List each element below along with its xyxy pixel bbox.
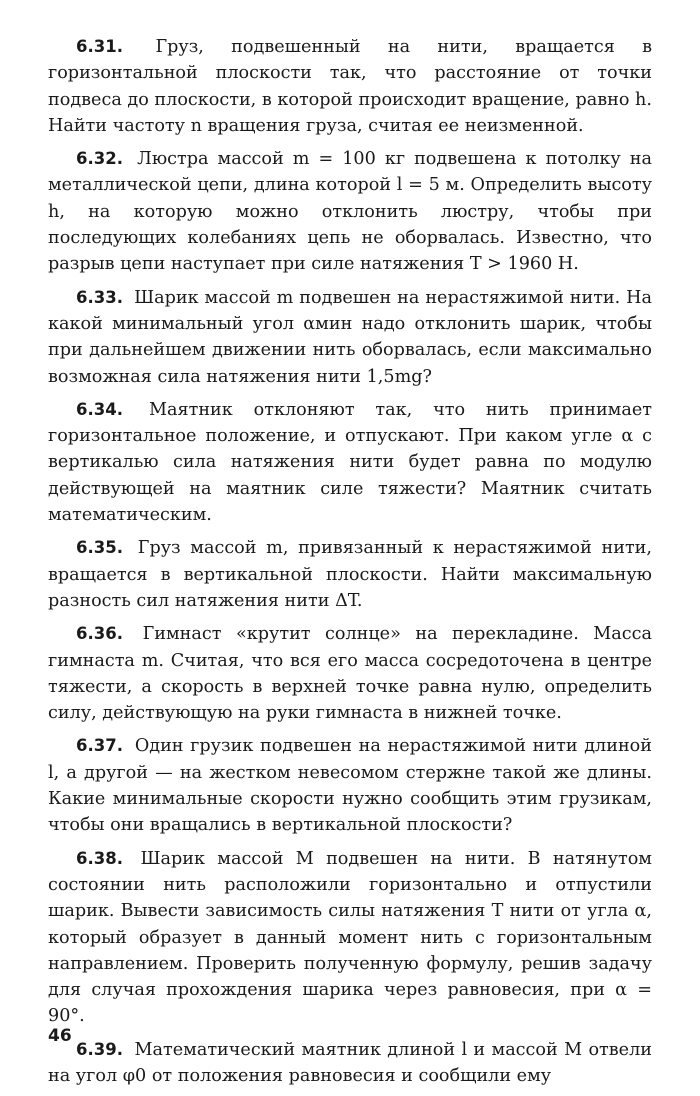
problem-text: Груз, подвешенный на нити, вращается в горизонтальной плоскости так, что расстояние от точки подвеса до плоскости, в которой происходит вращение, равно h. Найти частоту n вращения груза, считая ее неизменной. [48, 37, 652, 136]
problem-number: 6.32. [76, 149, 123, 169]
problem-text: Шарик массой m подвешен на нерастяжимой нити. На какой минимальный угол αмин надо отклонить шарик, чтобы при дальнейшем движении нить оборвалась, если максимально возможная сила натяжения нити 1,5mg? [48, 287, 653, 387]
page-number: 46 [48, 1026, 72, 1046]
problem-number: 6.39. [76, 1039, 123, 1059]
problem-number: 6.33. [76, 287, 123, 307]
problem-text: Один грузик подвешен на нерастяжимой нити длиной l, а другой — на жестком невесомом стержне такой же длины. Какие минимальные скорости нужно сообщить этим грузикам, чтобы они вращались в вертикальной плоскости? [48, 736, 653, 836]
problem-text: Шарик массой M подвешен на нити. В натянутом состоянии нить расположили горизонтально и отпустили шарик. Вывести зависимость силы натяжения T нити от угла α, который образует в данный момент нить с горизонтальным направлением. Проверить полученную формулу, решив задачу для случая прохождения шарика через равновесия, при α = 90°. [48, 848, 652, 1027]
problem-number: 6.31. [76, 37, 123, 56]
problem-number: 6.34. [76, 399, 123, 419]
problem-text: Груз массой m, привязанный к нерастяжимой нити, вращается в вертикальной плоскости. Найти максимальную разность сил натяжения нити ΔT. [48, 538, 652, 611]
problem-6-36 [48, 621, 652, 726]
problem-6-38 [48, 846, 652, 1030]
problem-6-35 [48, 535, 652, 614]
problem-text: Маятник отклоняют так, что нить принимает горизонтальное положение, и отпускают. При каком угле α с вертикалью сила натяжения нити будет равна по модулю действующей на маятник силе тяжести? Маятник считать математическим. [48, 399, 652, 526]
problem-number: 6.38. [76, 848, 123, 868]
problem-number: 6.36. [76, 624, 123, 644]
problem-6-32 [48, 146, 652, 277]
problem-6-34 [48, 397, 652, 528]
problem-6-39 [48, 1037, 652, 1090]
problem-list [48, 34, 652, 1096]
problem-6-37 [48, 733, 652, 838]
problem-text: Математический маятник длиной l и массой M отвели на угол φ0 от положения равновесия и сообщили ему [48, 1039, 652, 1086]
problem-text: Гимнаст «крутит солнце» на перекладине. Масса гимнаста m. Считая, что вся его масса сосредоточена в центре тяжести, а скорость в верхней точке равна нулю, определить силу, действующую на руки гимнаста в нижней точке. [48, 624, 652, 724]
problem-number: 6.35. [76, 538, 123, 558]
problem-number: 6.37. [76, 736, 123, 756]
problem-text: Люстра массой m = 100 кг подвешена к потолку на металлической цепи, длина которой l = 5 м. Определить высоту h, на которую можно отклонить люстру, чтобы при последующих колебаниях цепь не оборвалась. Известно, что разрыв цепи наступает при силе натяжения T > 1960 Н. [48, 149, 652, 275]
problem-6-33 [48, 285, 652, 390]
problem-6-31 [48, 34, 652, 139]
